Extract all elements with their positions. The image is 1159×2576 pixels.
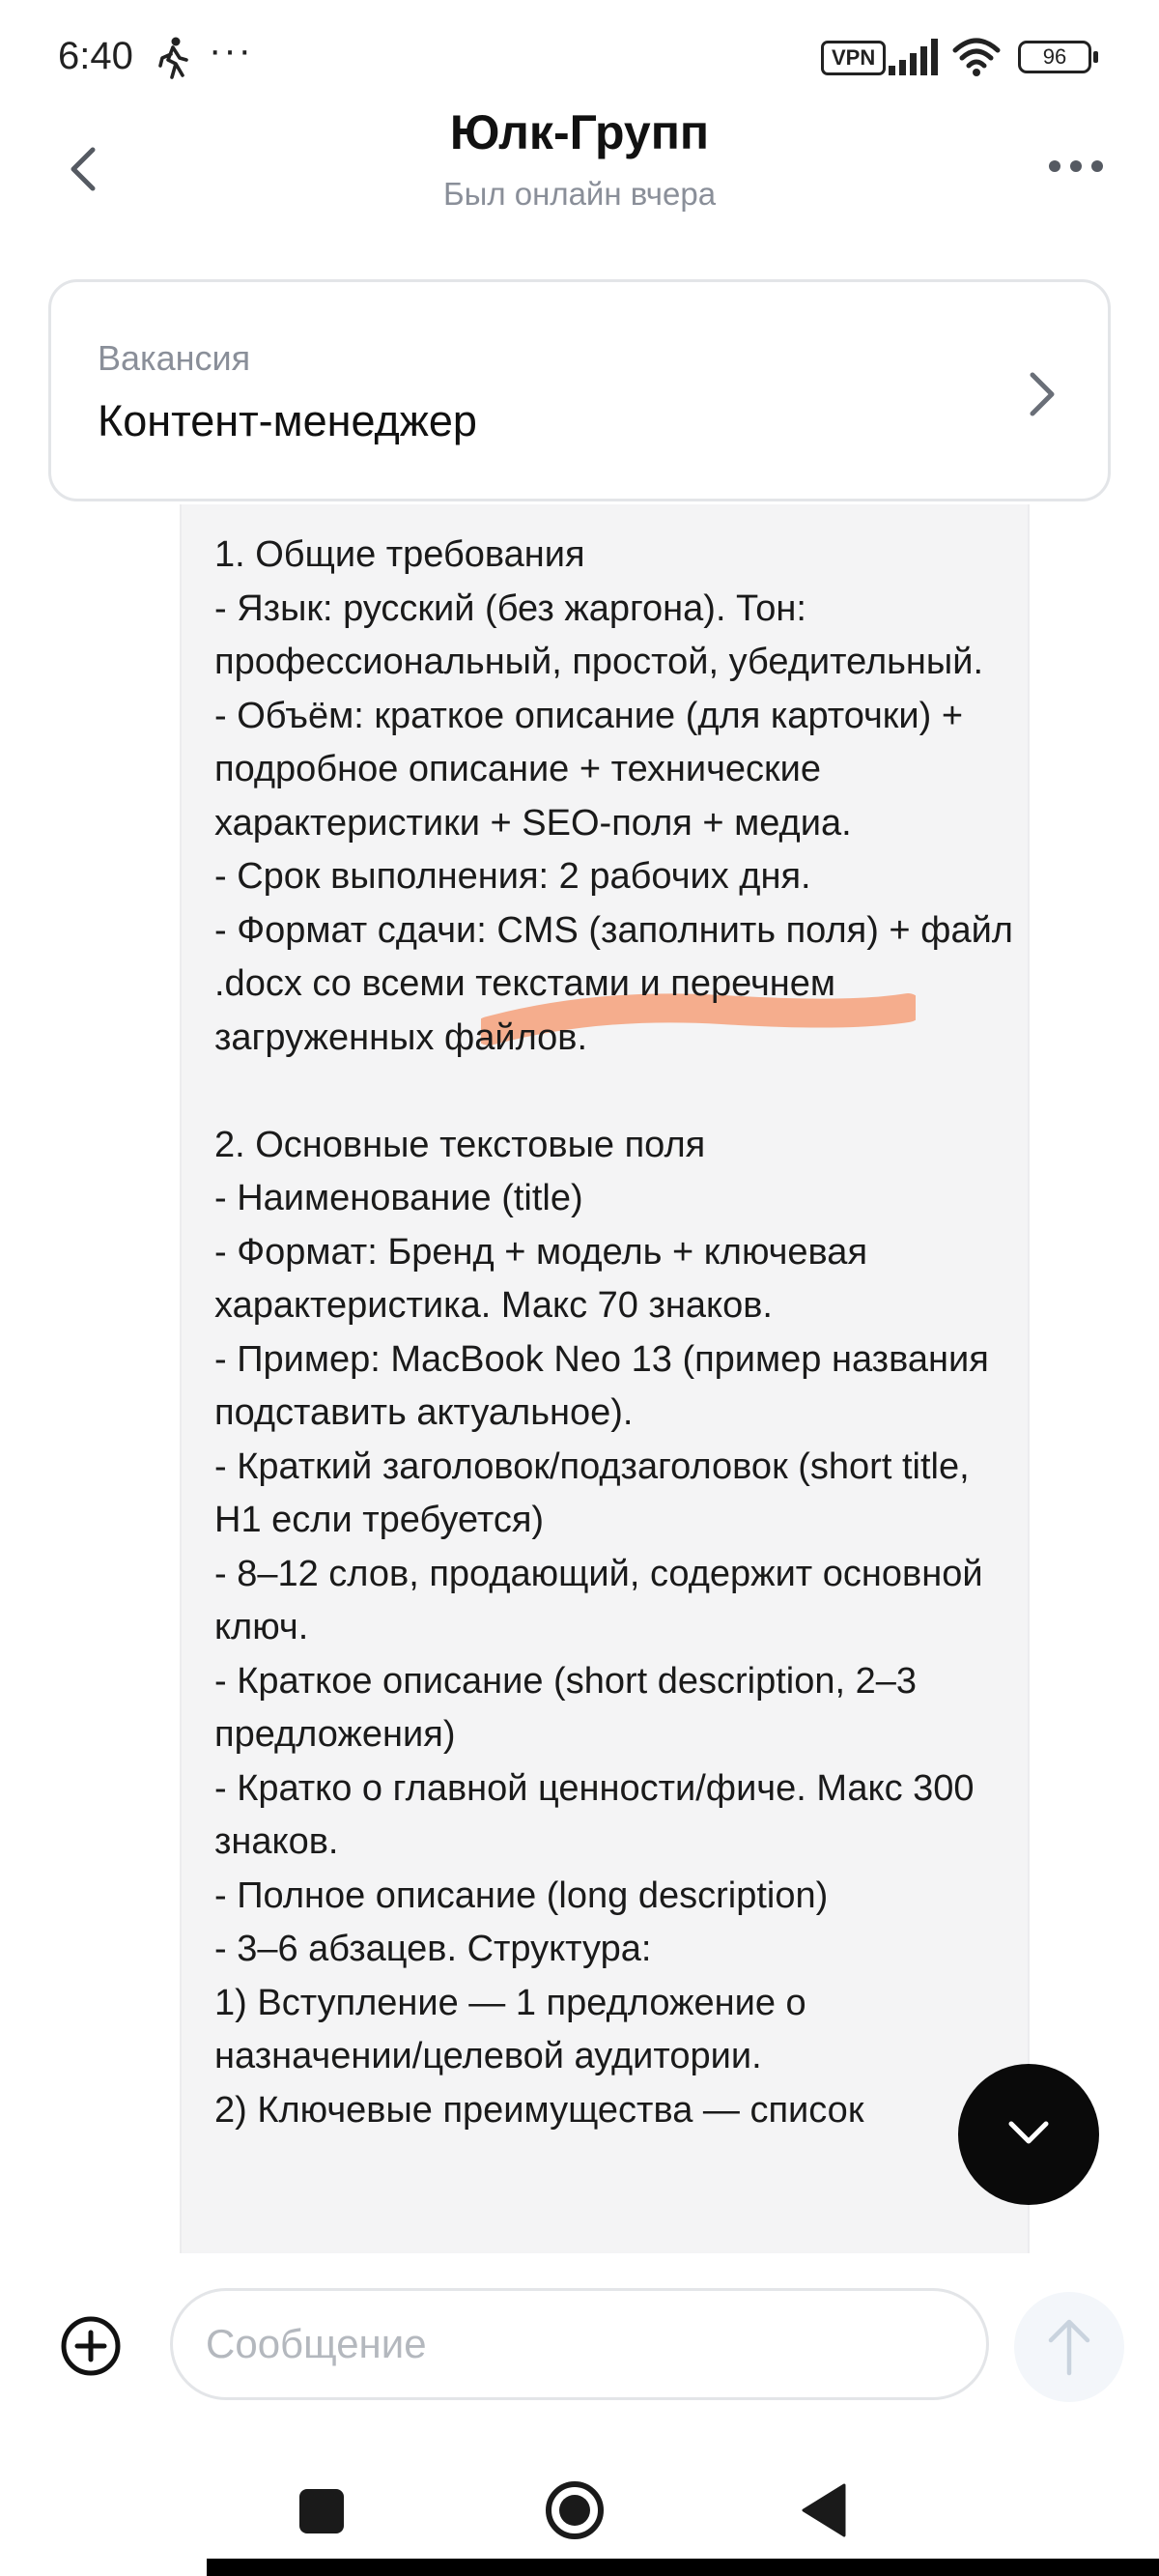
- message-input[interactable]: [170, 2288, 989, 2400]
- wifi-icon: [952, 37, 1001, 77]
- message-composer: [0, 2253, 1159, 2466]
- system-nav-bar: [0, 2466, 1159, 2576]
- attach-button[interactable]: [60, 2315, 122, 2377]
- gesture-bar: [207, 2559, 1159, 2576]
- message-bubble: [180, 504, 1030, 2253]
- vacancy-label: Вакансия: [98, 338, 251, 378]
- signal-icon: [889, 39, 941, 75]
- message-text: 1. Общие требования - Язык: русский (без жаргона). Тон: профессиональный, простой, убедительный. - Объём: краткое описание (для карточки) + подробное описание + технические характеристики + SEO-поля + медиа. - Срок выполнения: 2 рабочих дня. - Формат сдачи: CMS (заполнить поля) + файл .docx со всеми текстами и перечнем загруженных файлов. 2. Основные текстовые поля - Наименование (title) - Формат: Бренд + модель + ключевая характеристика. Макс 70 знаков. - Пример: MacBook Neo 13 (пример названия подставить актуальное). - Краткий заголовок/подзаголовок (short title, H1 если требуется) - 8–12 слов, продающий, содержит основной ключ. - Краткое описание (short description, 2–3 предложения) - Кратко о главной ценности/фиче. Макс 300 знаков. - Полное описание (long description) - 3–6 абзацев. Структура: 1) Вступление — 1 предложение о назначении/целевой аудитории. 2) Ключевые преимущества — список: [214, 534, 1013, 2131]
- status-more-dots: ···: [209, 29, 253, 72]
- chat-title[interactable]: Юлк-Групп: [449, 105, 710, 159]
- more-options-button[interactable]: [1047, 147, 1105, 186]
- status-time: 6:40: [58, 35, 133, 77]
- nav-back-button[interactable]: [802, 2483, 846, 2537]
- arrow-up-icon: [1047, 2317, 1091, 2377]
- chevron-right-icon: [1023, 367, 1061, 421]
- home-button[interactable]: [544, 2479, 606, 2541]
- vpn-badge: VPN: [821, 41, 886, 75]
- scroll-down-button[interactable]: [958, 2064, 1099, 2205]
- battery-indicator: 96: [1018, 41, 1091, 73]
- vacancy-title: Контент-менеджер: [98, 396, 477, 445]
- chevron-down-icon: [1002, 2114, 1056, 2153]
- chat-status: Был онлайн вчера: [442, 176, 717, 212]
- walking-icon: [156, 37, 191, 79]
- send-button[interactable]: [1014, 2292, 1124, 2402]
- vacancy-card[interactable]: [48, 279, 1111, 501]
- recents-button[interactable]: [299, 2489, 344, 2533]
- status-bar: [0, 0, 1159, 116]
